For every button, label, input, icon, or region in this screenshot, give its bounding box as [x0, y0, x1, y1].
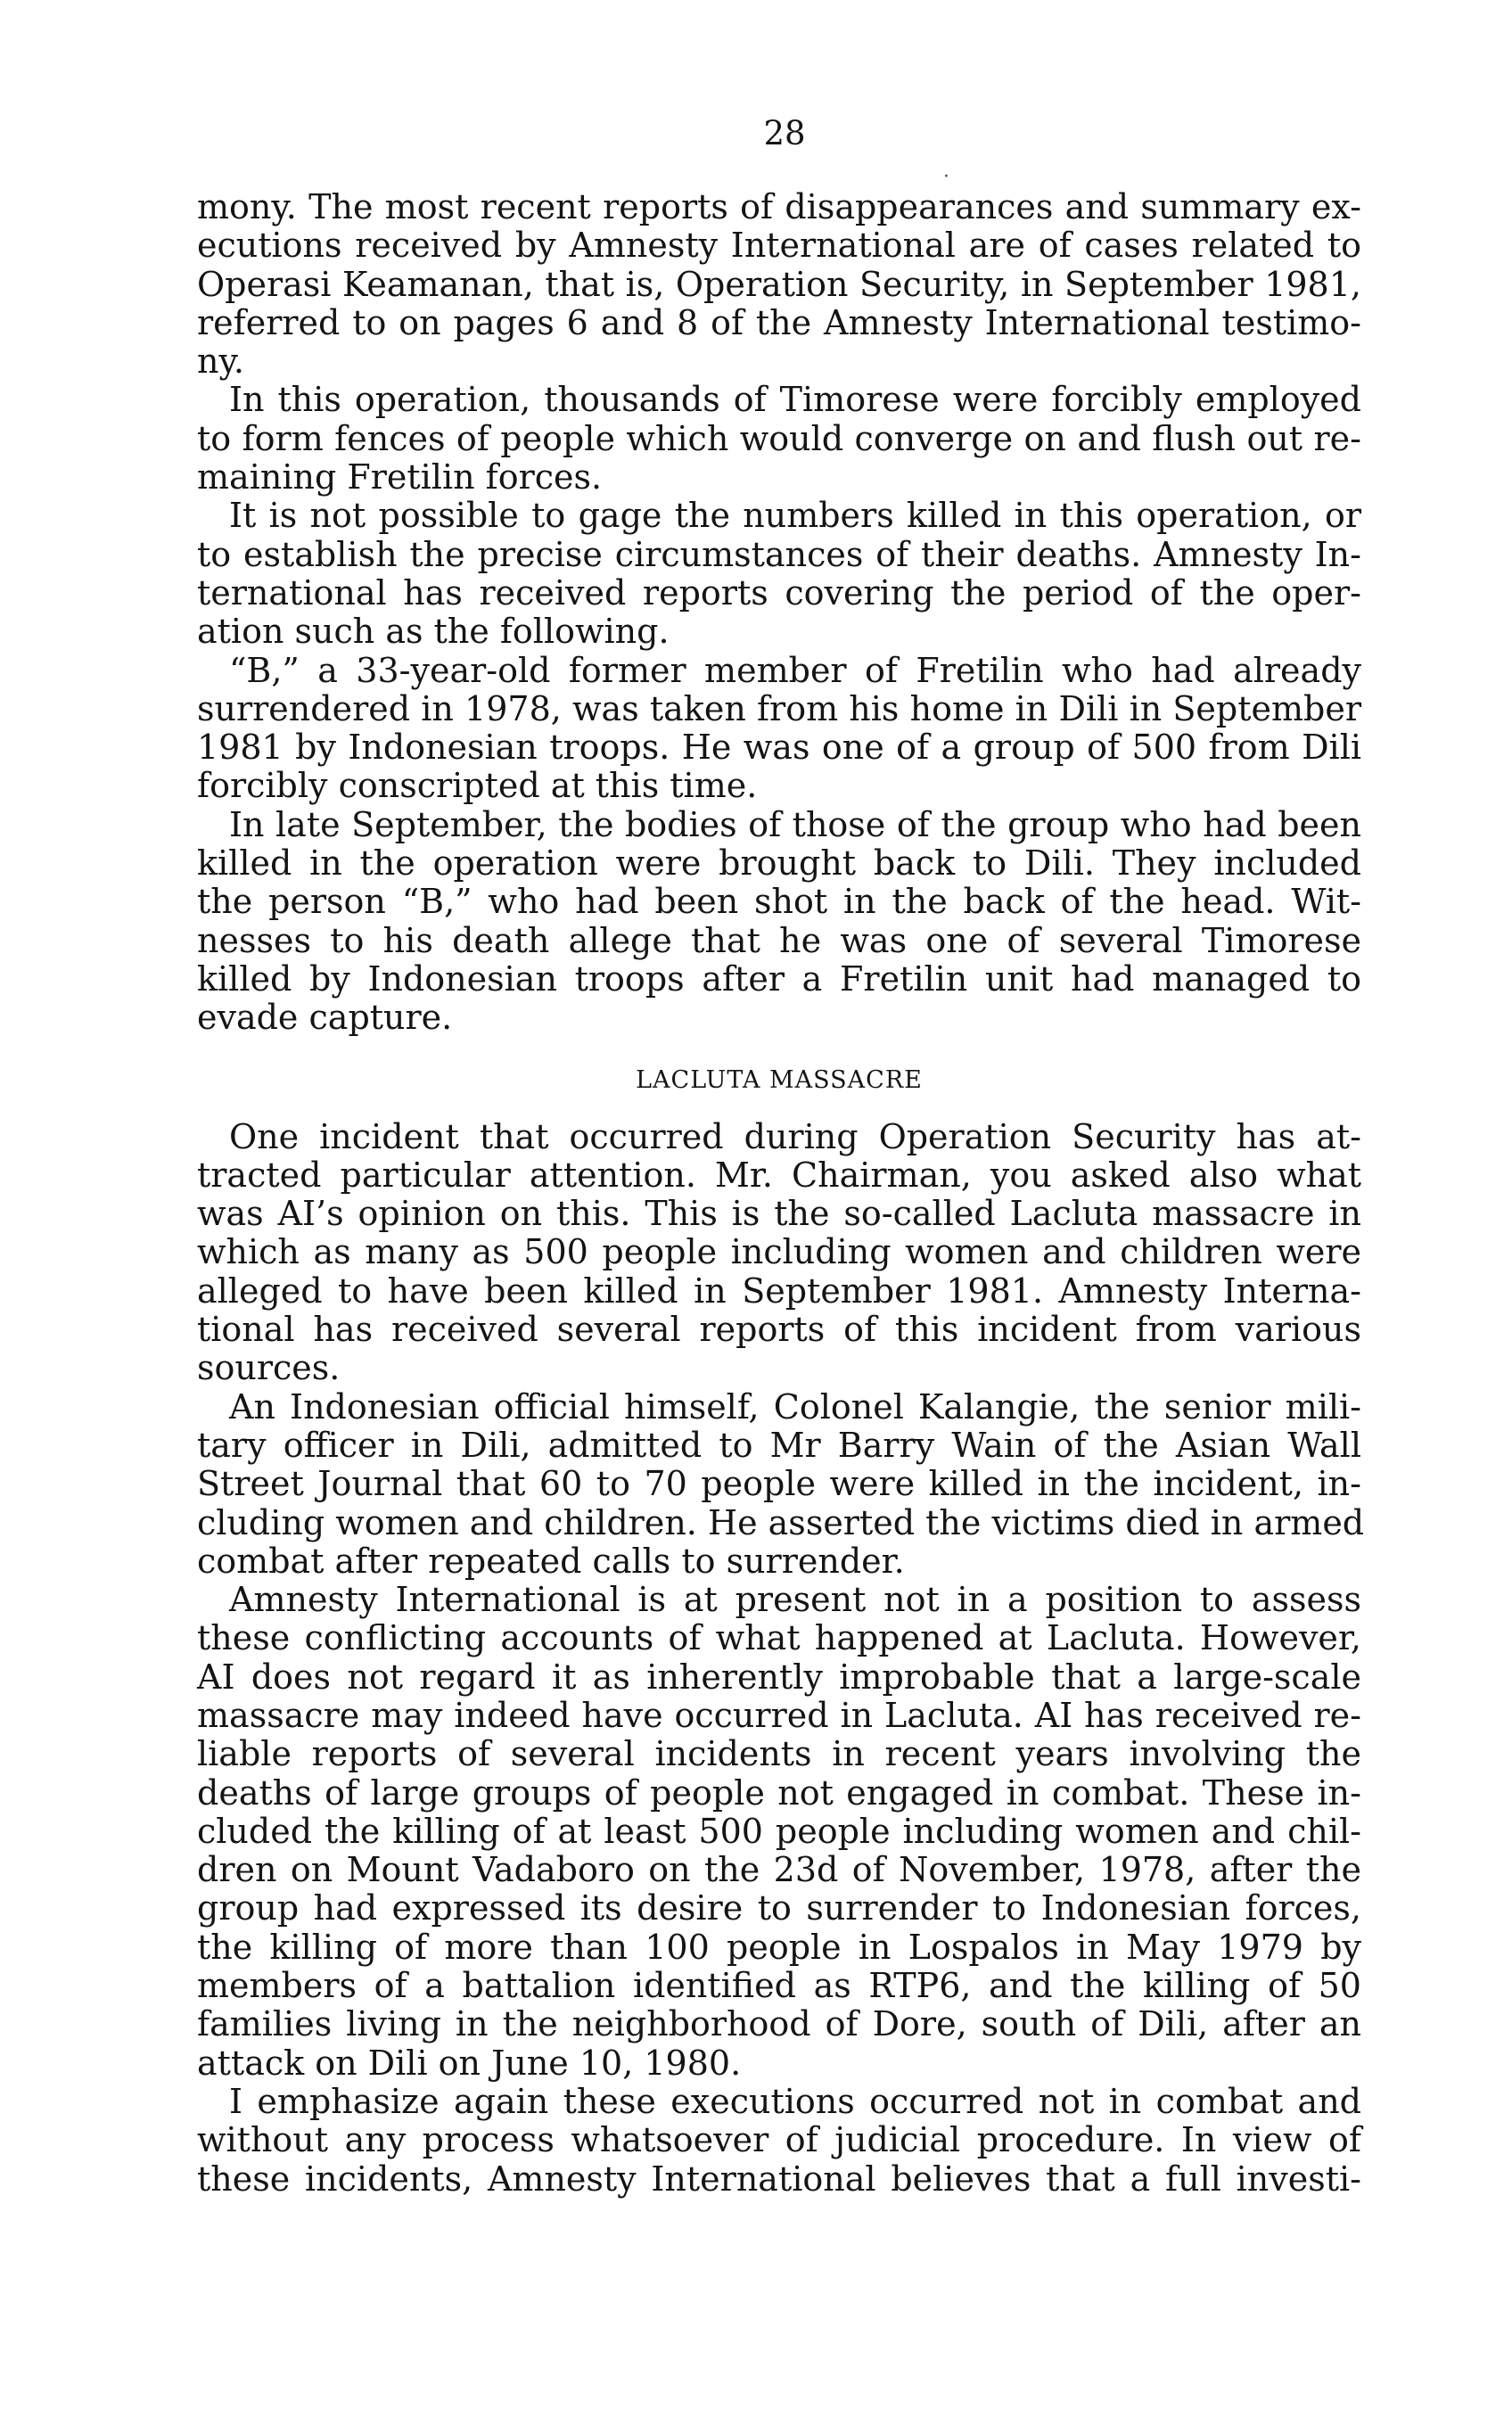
paragraph-group-after-heading — [197, 1116, 1365, 2199]
text-line: the person “B,” who had been shot in the back of the head. Wit- — [197, 882, 1361, 922]
text-line: nesses to his death allege that he was one of several Timorese — [197, 920, 1361, 960]
text-line: forcibly conscripted at this time. — [197, 766, 758, 806]
paragraph-group-before-heading — [197, 188, 1361, 1038]
text-line: referred to on pages 6 and 8 of the Amnesty International testimo- — [197, 302, 1361, 342]
text-line: An Indonesian official himself, Colonel Kalangie, the senior mili- — [229, 1386, 1361, 1427]
text-line: Operasi Keamanan, that is, Operation Security, in September 1981, — [197, 264, 1361, 304]
text-line: these conflicting accounts of what happened at Lacluta. However, — [197, 1618, 1361, 1658]
text-line: In this operation, thousands of Timorese were forcibly employed — [229, 380, 1361, 420]
text-line: evade capture. — [197, 998, 453, 1038]
text-line: In late September, the bodies of those of the group who had been — [229, 804, 1361, 844]
text-line: combat after repeated calls to surrender. — [197, 1541, 905, 1581]
text-line: ny. — [197, 341, 244, 382]
text-line: sources. — [197, 1348, 341, 1388]
text-line: It is not possible to gage the numbers killed in this operation, or — [229, 496, 1361, 536]
text-line: to establish the precise circumstances of their deaths. Amnesty In- — [197, 534, 1361, 574]
text-line: dren on Mount Vadaboro on the 23d of November, 1978, after the — [197, 1850, 1361, 1890]
speck-mark: · — [943, 166, 949, 188]
paragraph — [197, 1118, 1361, 1388]
text-line: ecutions received by Amnesty International are of cases related to — [197, 226, 1361, 266]
text-line: Amnesty International is at present not in a position to assess — [229, 1580, 1361, 1620]
text-line: AI does not regard it as inherently improbable that a large-scale — [197, 1657, 1361, 1697]
paragraph — [197, 1581, 1361, 2083]
text-line: Street Journal that 60 to 70 people were killed in the incident, in- — [197, 1464, 1361, 1504]
text-line: One incident that occurred during Operation Security has at- — [229, 1116, 1361, 1156]
text-line: surrendered in 1978, was taken from his home in Dili in September — [197, 688, 1361, 728]
text-line: without any process whatsoever of judicial procedure. In view of — [197, 2120, 1361, 2160]
paragraph — [197, 652, 1361, 806]
paragraph — [197, 188, 1361, 381]
text-line: “B,” a 33-year-old former member of Fretilin who had already — [229, 650, 1361, 690]
text-line: group had expressed its desire to surrender to Indonesian forces, — [197, 1888, 1361, 1928]
paragraph — [197, 497, 1361, 651]
text-line: maining Fretilin forces. — [197, 457, 603, 497]
text-line: cluding women and children. He asserted the victims died in armed — [197, 1502, 1365, 1542]
text-line: these incidents, Amnesty International believes that a full investi- — [197, 2159, 1361, 2199]
text-line: I emphasize again these executions occurred not in combat and — [229, 2081, 1361, 2121]
text-line: cluded the killing of at least 500 people including women and chil- — [197, 1811, 1361, 1851]
text-line: 1981 by Indonesian troops. He was one of a group of 500 from Dili — [197, 728, 1361, 768]
section-heading: LACLUTA MASSACRE — [636, 1065, 923, 1094]
text-line: alleged to have been killed in September 1981. Amnesty Interna- — [197, 1270, 1361, 1311]
paragraph — [197, 806, 1361, 1038]
text-line: ternational has received reports covering the period of the oper- — [197, 572, 1361, 613]
text-line: was AI’s opinion on this. This is the so-called Lacluta massacre in — [197, 1194, 1361, 1234]
page-number: 28 — [763, 114, 806, 152]
paragraph — [197, 2083, 1361, 2199]
text-line: killed in the operation were brought back to Dili. They included — [197, 843, 1361, 884]
text-line: the killing of more than 100 people in Lospalos in May 1979 by — [197, 1927, 1361, 1967]
text-line: tional has received several reports of this incident from various — [197, 1310, 1361, 1350]
text-line: families living in the neighborhood of Dore, south of Dili, after an — [197, 2004, 1361, 2044]
text-line: mony. The most recent reports of disappearances and summary ex- — [197, 187, 1361, 226]
paragraph — [197, 381, 1361, 497]
body-text — [197, 187, 1365, 2199]
text-line: tary officer in Dili, admitted to Mr Barry Wain of the Asian Wall — [197, 1425, 1361, 1465]
text-line: liable reports of several incidents in recent years involving the — [197, 1734, 1361, 1774]
text-line: to form fences of people which would converge on and flush out re- — [197, 418, 1361, 458]
text-line: deaths of large groups of people not engaged in combat. These in- — [197, 1772, 1361, 1813]
paragraph — [197, 1386, 1365, 1581]
text-line: attack on Dili on June 10, 1980. — [197, 2043, 742, 2083]
text-line: which as many as 500 people including women and children were — [197, 1232, 1361, 1272]
text-line: killed by Indonesian troops after a Fretilin unit had managed to — [197, 958, 1361, 999]
text-line: tracted particular attention. Mr. Chairman, you asked also what — [197, 1155, 1361, 1195]
text-line: massacre may indeed have occurred in Lacluta. AI has received re- — [197, 1695, 1361, 1735]
text-line: ation such as the following. — [197, 612, 670, 652]
text-line: members of a battalion identified as RTP6, and the killing of 50 — [197, 1966, 1361, 2006]
